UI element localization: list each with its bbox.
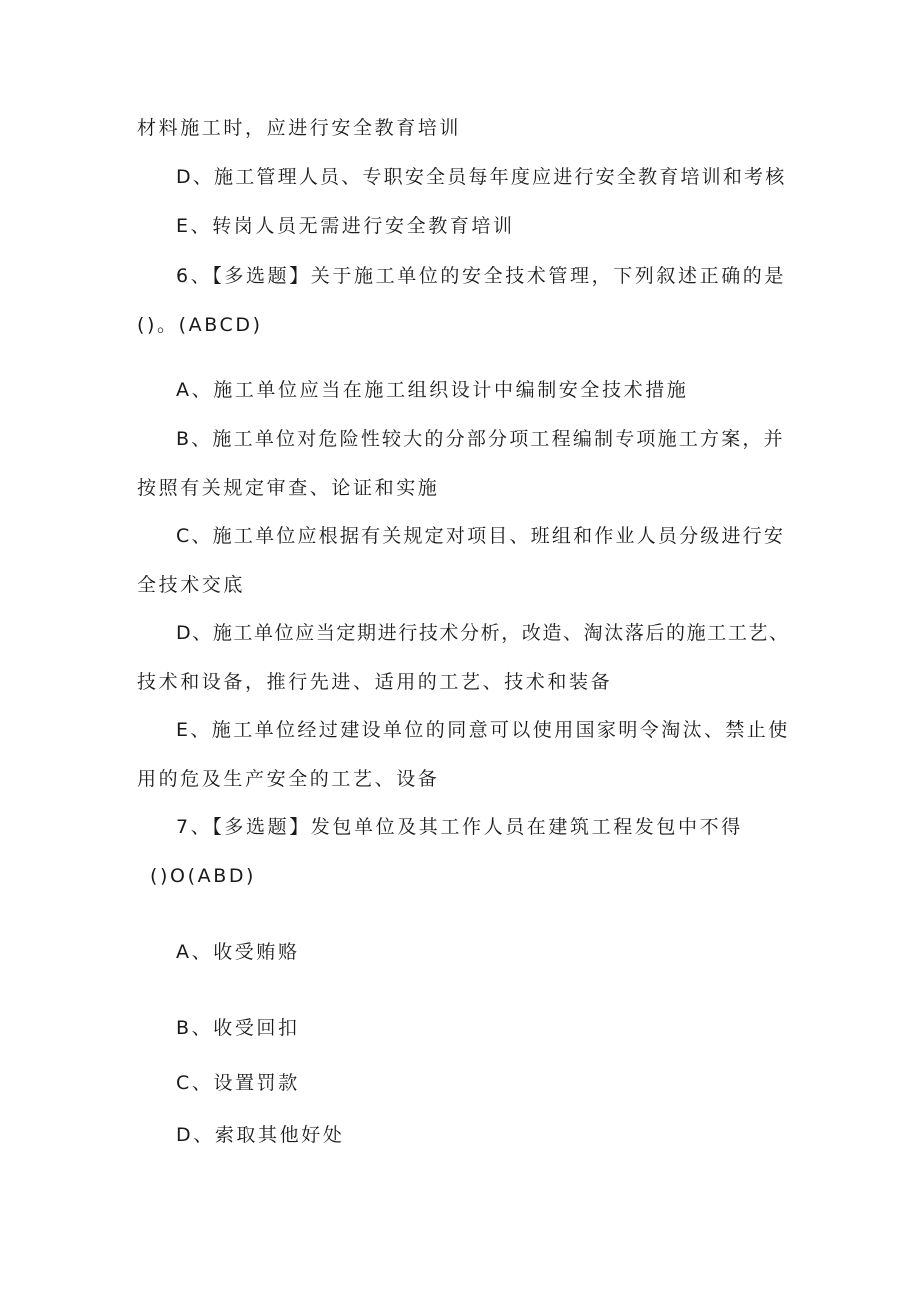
q7-stem-line1: 7、【多选题】发包单位及其工作人员在建筑工程发包中不得 (176, 816, 743, 838)
q7-option-b: B、收受回扣 (176, 1017, 300, 1039)
q6-option-e-line1: E、施工单位经过建设单位的同意可以使用国家明令淘汰、禁止使 (176, 719, 790, 741)
q7-option-a: A、收受贿赂 (176, 941, 300, 963)
q6-option-b-line2: 按照有关规定审查、论证和实施 (137, 477, 440, 499)
prev-question-option-e: E、转岗人员无需进行安全教育培训 (176, 215, 515, 237)
prev-question-continuation: 材料施工时，应进行安全教育培训 (137, 117, 462, 139)
q6-option-c-line2: 全技术交底 (137, 574, 246, 596)
q7-stem-line2: ()O(ABD) (150, 865, 257, 887)
q7-option-c: C、设置罚款 (176, 1072, 300, 1094)
q7-option-d: D、索取其他好处 (176, 1124, 345, 1146)
q6-stem-line1: 6、【多选题】关于施工单位的安全技术管理，下列叙述正确的是 (176, 265, 786, 287)
q6-option-b-line1: B、施工单位对危险性较大的分部分项工程编制专项施工方案，并 (176, 428, 785, 450)
q6-option-c-line1: C、施工单位应根据有关规定对项目、班组和作业人员分级进行安 (176, 525, 786, 547)
q6-option-d-line1: D、施工单位应当定期进行技术分析，改造、淘汰落后的施工工艺、 (176, 622, 790, 644)
q6-option-e-line2: 用的危及生产安全的工艺、设备 (137, 768, 440, 790)
q6-stem-line2: ()。(ABCD) (137, 314, 263, 336)
q6-option-a: A、施工单位应当在施工组织设计中编制安全技术措施 (176, 379, 689, 401)
q6-option-d-line2: 技术和设备，推行先进、适用的工艺、技术和装备 (137, 671, 613, 693)
prev-question-option-d: D、施工管理人员、专职安全员每年度应进行安全教育培训和考核 (176, 166, 787, 188)
